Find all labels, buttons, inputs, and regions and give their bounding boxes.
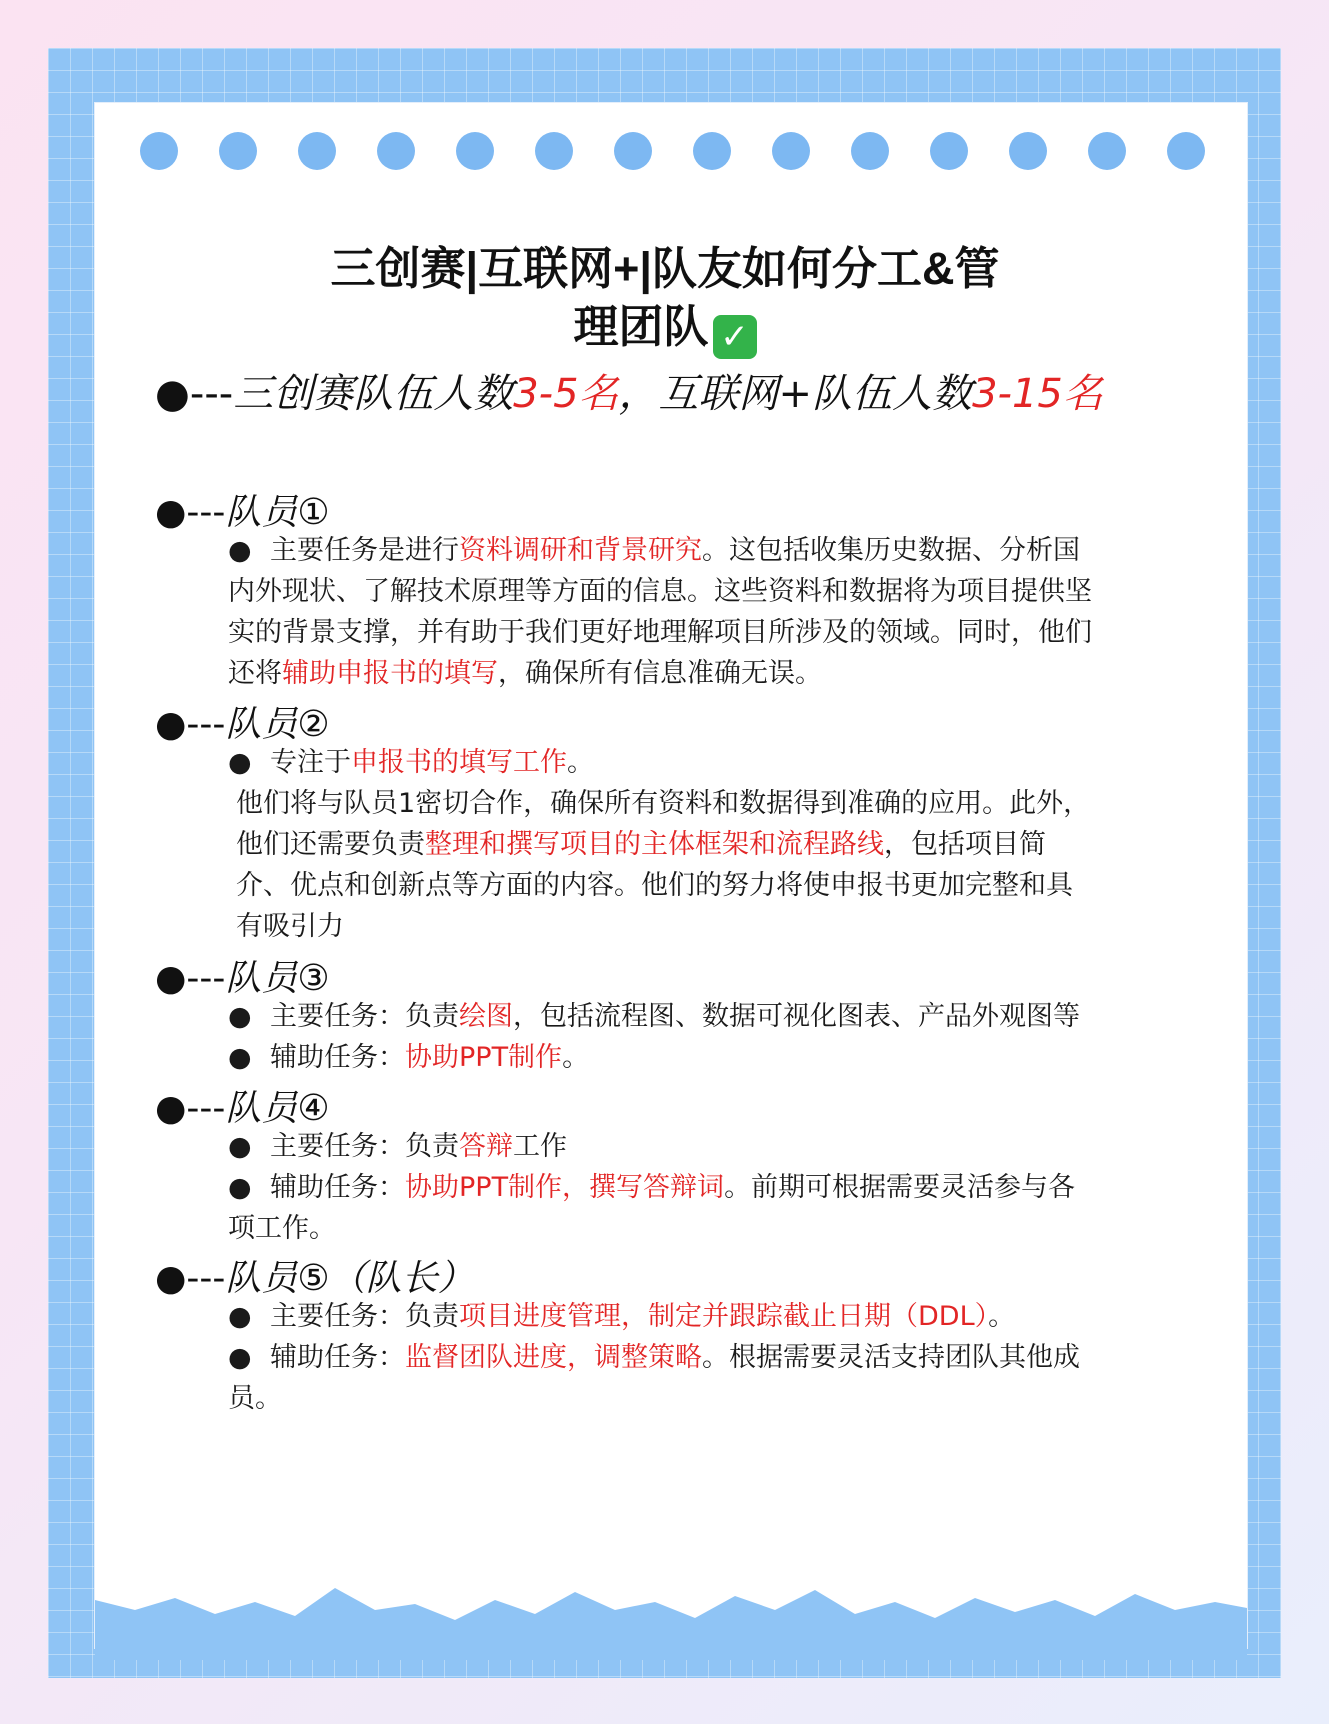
binder-hole bbox=[1167, 132, 1205, 170]
binder-hole bbox=[930, 132, 968, 170]
member-heading-5 bbox=[155, 1250, 474, 1301]
member-5-body bbox=[228, 1296, 1178, 1419]
text-line: 项工作。 bbox=[228, 1213, 336, 1244]
member-4-body bbox=[228, 1126, 1178, 1249]
title-line-1: 三创赛|互联网+|队友如何分工&管 bbox=[330, 243, 1000, 294]
text-line: ● 主要任务：负责项目进度管理，制定并跟踪截止日期（DDL）。 bbox=[228, 1296, 1178, 1337]
text-line: 内外现状、了解技术原理等方面的信息。这些资料和数据将为项目提供坚 bbox=[228, 576, 1092, 607]
check-mark-icon: ✓ bbox=[713, 315, 757, 359]
binder-hole bbox=[614, 132, 652, 170]
binder-hole bbox=[1009, 132, 1047, 170]
member-3-body bbox=[228, 996, 1178, 1078]
team-size-line bbox=[155, 362, 1103, 419]
binder-hole bbox=[456, 132, 494, 170]
binder-hole bbox=[693, 132, 731, 170]
bullet-icon: ● bbox=[228, 1301, 252, 1332]
team-size-num-b: 3-15名 bbox=[972, 371, 1103, 417]
team-size-text-a: 三创赛队伍人数 bbox=[233, 371, 514, 417]
torn-paper-edge bbox=[95, 1580, 1247, 1660]
member-heading-label: 队员③ bbox=[225, 958, 330, 999]
member-1-body bbox=[228, 530, 1178, 694]
heading-prefix: ●--- bbox=[155, 1258, 226, 1299]
bullet-icon: ● bbox=[228, 747, 252, 778]
binder-hole bbox=[1088, 132, 1126, 170]
page-title bbox=[200, 240, 1130, 359]
team-size-text-b: ，互联网+队伍人数 bbox=[618, 371, 973, 417]
bullet-icon: ● bbox=[228, 535, 252, 566]
text-line: 有吸引力 bbox=[236, 911, 344, 942]
text-line: 实的背景支撑，并有助于我们更好地理解项目所涉及的领域。同时，他们 bbox=[228, 617, 1092, 648]
text-line: 他们将与队员1密切合作，确保所有资料和数据得到准确的应用。此外， bbox=[236, 788, 1091, 819]
bullet-icon: ● bbox=[228, 1172, 252, 1203]
bullet-icon: ● bbox=[228, 1042, 252, 1073]
title-line-2: 理团队 bbox=[573, 301, 709, 352]
heading-prefix: ●--- bbox=[155, 958, 226, 999]
binder-hole bbox=[219, 132, 257, 170]
text-line: ● 主要任务：负责绘图，包括流程图、数据可视化图表、产品外观图等 bbox=[228, 996, 1178, 1037]
member-heading-2 bbox=[155, 696, 330, 747]
member-heading-label: 队员① bbox=[225, 492, 330, 533]
member-heading-4 bbox=[155, 1080, 330, 1131]
text-line: ● 主要任务是进行资料调研和背景研究。这包括收集历史数据、分析国 bbox=[228, 530, 1178, 571]
bullet-icon: ● bbox=[228, 1131, 252, 1162]
text-line: ● 主要任务：负责答辩工作 bbox=[228, 1126, 1178, 1167]
binder-hole bbox=[772, 132, 810, 170]
binder-hole bbox=[298, 132, 336, 170]
member-heading-1 bbox=[155, 484, 330, 535]
heading-prefix: ●--- bbox=[155, 704, 226, 745]
text-line: ● 专注于申报书的填写工作。 bbox=[228, 742, 1178, 783]
binder-hole bbox=[377, 132, 415, 170]
member-heading-label: 队员② bbox=[225, 704, 330, 745]
member-heading-label: 队员⑤（队长） bbox=[225, 1258, 474, 1299]
heading-prefix: ●--- bbox=[155, 1088, 226, 1129]
text-line: 介、优点和创新点等方面的内容。他们的努力将使申报书更加完整和具 bbox=[236, 870, 1073, 901]
member-heading-label: 队员④ bbox=[225, 1088, 330, 1129]
text-line: 他们还需要负责整理和撰写项目的主体框架和流程路线，包括项目简 bbox=[236, 829, 1046, 860]
binder-holes bbox=[140, 132, 1205, 170]
binder-hole bbox=[140, 132, 178, 170]
text-line: ● 辅助任务：协助PPT制作。 bbox=[228, 1037, 1178, 1078]
member-2-body bbox=[228, 742, 1178, 947]
binder-hole bbox=[535, 132, 573, 170]
text-line: ● 辅助任务：监督团队进度，调整策略。根据需要灵活支持团队其他成 bbox=[228, 1337, 1178, 1378]
text-line: 还将辅助申报书的填写，确保所有信息准确无误。 bbox=[228, 658, 822, 689]
text-line: 员。 bbox=[228, 1383, 282, 1414]
bullet-icon: ● bbox=[228, 1342, 252, 1373]
bullet-icon: ● bbox=[228, 1001, 252, 1032]
binder-hole bbox=[851, 132, 889, 170]
team-size-prefix: ●--- bbox=[155, 371, 234, 417]
text-line: ● 辅助任务：协助PPT制作，撰写答辩词。前期可根据需要灵活参与各 bbox=[228, 1167, 1178, 1208]
team-size-num-a: 3-5名 bbox=[513, 371, 619, 417]
heading-prefix: ●--- bbox=[155, 492, 226, 533]
member-heading-3 bbox=[155, 950, 330, 1001]
